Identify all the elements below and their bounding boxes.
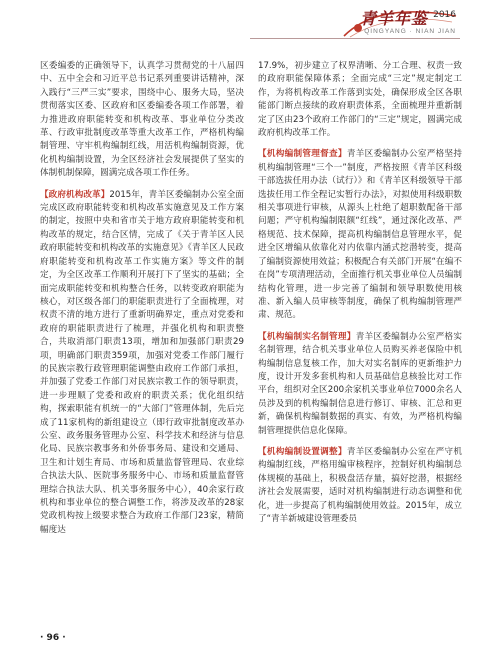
section-tag-realname-management: 【机构编制实名制管理】 bbox=[258, 331, 356, 342]
section-government-reform bbox=[40, 189, 244, 538]
section-staffing-supervision bbox=[258, 148, 462, 322]
yearbook-title: 青羊年鉴 bbox=[359, 9, 428, 28]
yearbook-subtitle: QINGYANG · NIAN JIAN bbox=[364, 28, 456, 35]
section-setup-adjustment bbox=[258, 446, 462, 526]
section-text-government-reform: 2015年，青羊区委编制办公室全面完成区政府职能转变和机构改革实施意见及工作方案的制定，按照中央和省市关于地方政府职能转变和机构改革的规定，结合区情，完成了《关于青羊区人民政府职能转变和机构改革的实施意见》《青羊区人民政府职能转变和机构改革工作实施方案》等文件的制定，为全区改革工作顺利开展打下了坚实的基础；全面完成职能转变和机构整合任务，以转变政府职能为核心，对区级各部门的职能职责进行了全面梳理，对权责不清的地方进行了重新明确界定，重点对党委和政府的职能职责进行了梳理，并强化机构和职责整合，共取消部门职责13项，增加和加强部门职责29项，明确部门职责359项，加强对党委工作部门履行的民族宗教行政管理职能调整由政府工作部门承担，并加强了党委工作部门对民族宗教工作的领导职责，进一步理顺了党委和政府的职责关系；优化组织结构，探索职能有机统一的“大部门”管理体制，先后完成了11家机构的新组建设立（即行政审批制度改革办公室、政务服务管理办公室、科学技术和经济与信息化局、民族宗教事务和外侨事务局、建设和交通局、卫生和计划生育局、市场和质量监督管理局、农业综合执法大队、医院事务服务中心、市场和质量监督管理综合执法大队、机关事务服务中心），40余家行政机构和事业单位的整合调整工作，将涉及改革的28家党政机构按上级要求整合为政府工作部门23家，精简幅度达 bbox=[40, 189, 244, 535]
section-tag-setup-adjustment: 【机构编制设置调整】 bbox=[258, 446, 347, 457]
section-tag-staffing-supervision: 【机构编制管理督查】 bbox=[258, 149, 347, 160]
section-realname-management bbox=[258, 331, 462, 438]
right-column bbox=[258, 60, 462, 532]
section-text-setup-adjustment: 青羊区委编制办公室在严守机构编制红线，严格用编审核程序，控制好机构编制总体规模的基础上，积极盘活存量，搞好挖潜，根据经济社会发展需要，适时对机构编制进行动态调整和优化，进一步提高了机构编制使用效益。2015年，成立了“青羊新城建设管理委员 bbox=[258, 446, 462, 524]
yearbook-year: 2016 bbox=[433, 10, 456, 20]
intro-paragraph: 区委编委的正确领导下，认真学习贯彻党的十八届四中、五中全会和习近平总书记系列重要讲话精神，深入践行“三严三实”要求，围绕中心、服务大局，坚决贯彻落实区委、区政府和区委编委各项工作部署，着力推进政府职能转变和机构改革、事业单位分类改革、行政审批制度改革等重大改革工作，严格机构编制管理、守牢机构编制红线，用活机构编制资源，优化机构编制设置，为全区经济社会发展提供了坚实的体制机制保障，圆满完成各项工作任务。 bbox=[40, 61, 244, 179]
section-text-staffing-supervision: 青羊区委编制办公室严格坚持机构编制管理“三个一”制度，严格按照《青羊区科级干部选拔任用办法（试行）》和《青羊区科级领导干部选拔任用工作全程记实暂行办法》，对拟使用科级职数相关事项进行审核，从源头上杜绝了超职数配备干部问题；严守机构编制限额“红线”，通过深化改革、严格规范、技术保障，提高机构编制信息管理水平，促进全区增编从依靠化对内依靠内涵式挖潜转变，提高了编制资源使用效益；积极配合有关部门开展“在编不在岗”专项清理活动，全面推行机关事业单位人员编制结构化管理，进一步完善了编制和领导职数使用核准、新入编人员审核等制度，确保了机构编制管理严肃、规范。 bbox=[258, 149, 462, 321]
section-tag-government-reform: 【政府机构改革】 bbox=[40, 189, 110, 200]
page-number: · 96 · bbox=[40, 633, 66, 643]
section-text-realname-management: 青羊区委编制办公室严格实名制管理，结合机关事业单位人员购买养老保险中机构编制信息复核工作，加大对实名制库的更新维护力度，设计开发多套机构和人员基础信息核验比对工作平台，组织对全区200余家机关事业单位7000余名人员涉及到的机构编制信息进行修订、审核、汇总和更新，确保机构编制数据的真实、有效，为严格机构编制管理提供信息化保障。 bbox=[258, 331, 462, 436]
header-rule bbox=[250, 38, 460, 39]
continued-paragraph: 17.9%，初步建立了权界清晰、分工合理、权责一致的政府职能保障体系；全面完成“三定”规定制定工作，为将机构改革工作落到实处，确保形成全区各职能部门断点接续的政府职责体系，全面梳理并重新制定了区由23个政府工作部门的“三定”规定，圆满完成政府机构改革工作。 bbox=[258, 61, 462, 139]
left-column bbox=[40, 60, 244, 543]
masthead bbox=[0, 0, 480, 50]
